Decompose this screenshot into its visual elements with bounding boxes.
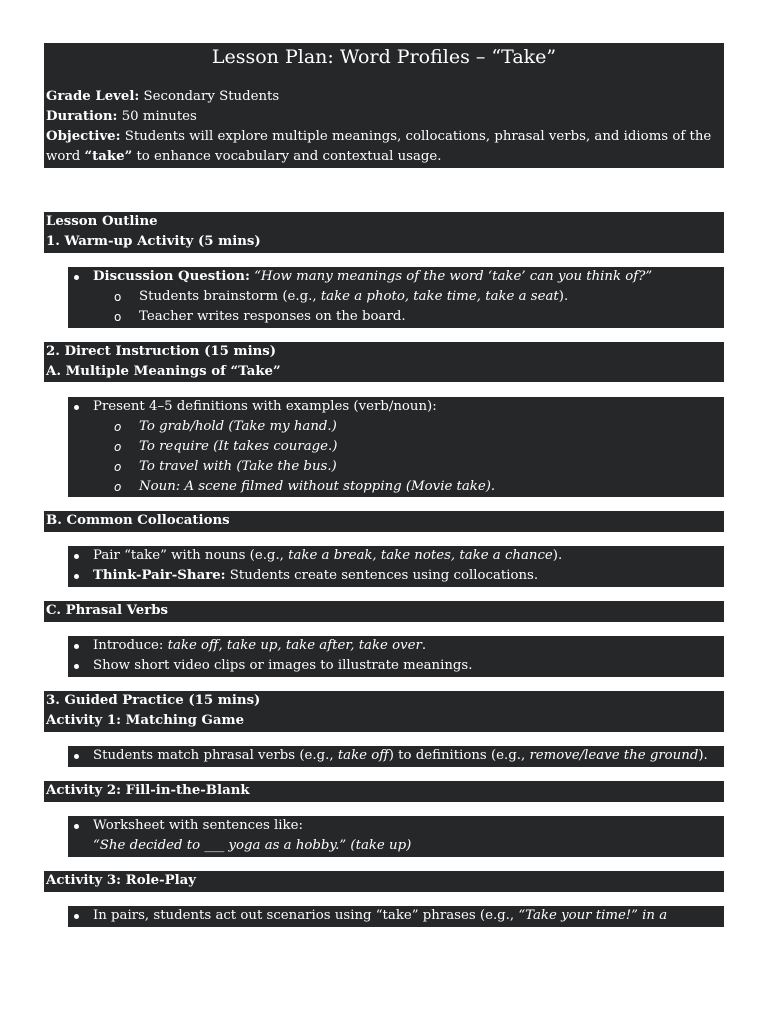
- colloc-b1-italic: take a break, take notes, take a chance: [288, 548, 553, 563]
- warmup-q-label: Discussion Question:: [93, 269, 250, 284]
- list-item: Show short video clips or images to illustrate meanings.: [68, 656, 724, 676]
- warmup-sub1-post: ).: [558, 289, 569, 304]
- list-item: [68, 746, 724, 766]
- sub-list-item: o Teacher writes responses on the board.: [68, 307, 724, 327]
- objective-line2: [46, 147, 722, 167]
- objective-line2-post: to enhance vocabulary and contextual usage.: [132, 149, 442, 164]
- activity3-b1-pre: In pairs, students act out scenarios using “take” phrases (e.g.,: [93, 908, 519, 923]
- phrasal-b1-pre: Introduce:: [93, 638, 168, 653]
- objective-line2-bold: “take”: [84, 149, 133, 164]
- guided-heading: 3. Guided Practice (15 mins): [46, 693, 261, 708]
- grade-value: Secondary Students: [139, 89, 280, 104]
- list-item: Present 4–5 definitions with examples (verb/noun):: [68, 397, 724, 417]
- sub-list-item: o To require (It takes courage.): [68, 437, 724, 457]
- list-item-continuation: “She decided to ___ yoga as a hobby.” (take up): [93, 838, 412, 853]
- list-item: [68, 566, 724, 586]
- colloc-b1-post: ).: [552, 548, 563, 563]
- activity2-header: [44, 781, 724, 802]
- guided-b1-italic1: take off: [337, 748, 389, 763]
- phrasal-heading: C. Phrasal Verbs: [46, 603, 169, 618]
- objective-line2-pre: word: [46, 149, 85, 164]
- activity3-b1-italic: “Take your time!” in a restaurant: [93, 908, 668, 943]
- page-title: Lesson Plan: Word Profiles – “Take”: [211, 46, 557, 68]
- warmup-sub1-italic: take a photo, take time, take a seat: [320, 289, 559, 304]
- list-item: [68, 546, 724, 566]
- warmup-sub1-pre: Students brainstorm (e.g.,: [139, 289, 321, 304]
- list-item: Worksheet with sentences like:: [68, 816, 724, 836]
- warmup-heading: 1. Warm-up Activity (5 mins): [46, 234, 261, 249]
- activity1-heading: Activity 1: Matching Game: [46, 713, 245, 728]
- title-block: [44, 43, 724, 168]
- warmup-list: [68, 267, 724, 328]
- colloc-b2-text: Students create sentences using collocations.: [225, 568, 539, 583]
- objective-label: Objective:: [46, 129, 121, 144]
- objective-value: Students will explore multiple meanings, collocations, phrasal verbs, and idioms of the: [120, 129, 712, 144]
- duration: [46, 107, 722, 127]
- objective: [46, 127, 722, 147]
- guided-b1-italic2: remove/leave the ground: [529, 748, 699, 763]
- duration-value: 50 minutes: [117, 109, 197, 124]
- meanings-list: [68, 397, 724, 497]
- activity3-b1-post: ).: [164, 928, 174, 943]
- duration-label: Duration:: [46, 109, 118, 124]
- sub-list-item: o To travel with (Take the bus.): [68, 457, 724, 477]
- sub-list-item: [68, 287, 724, 307]
- outline-header: [44, 212, 724, 253]
- list-item: [68, 906, 724, 946]
- grade-label: Grade Level:: [46, 89, 140, 104]
- phrasal-b1-italic: take off, take up, take after, take over: [167, 638, 422, 653]
- activity2-heading: Activity 2: Fill-in-the-Blank: [46, 783, 250, 798]
- warmup-q-text: “How many meanings of the word ‘take’ can you think of?”: [249, 269, 653, 284]
- phrasal-list: [68, 636, 724, 677]
- list-item: [68, 636, 724, 656]
- guided-b1-mid: ) to definitions (e.g.,: [388, 748, 530, 763]
- outline-heading: Lesson Outline: [46, 214, 158, 229]
- phrasal-header: [44, 601, 724, 622]
- collocations-header: [44, 511, 724, 532]
- activity3-list: [68, 906, 724, 943]
- guided-b1-post: ).: [698, 748, 708, 763]
- direct-header: [44, 342, 724, 382]
- collocations-heading: B. Common Collocations: [46, 513, 230, 528]
- sub-list-item: o To grab/hold (Take my hand.): [68, 417, 724, 437]
- list-item: [68, 267, 724, 287]
- guided-header: [44, 691, 724, 732]
- meanings-heading: A. Multiple Meanings of “Take”: [46, 364, 281, 379]
- direct-heading: 2. Direct Instruction (15 mins): [46, 344, 277, 359]
- grade-level: [46, 87, 722, 107]
- activity2-list: [68, 816, 724, 857]
- phrasal-b1-post: .: [421, 638, 427, 653]
- sub-list-item: o Noun: A scene filmed without stopping (Movie take).: [68, 477, 724, 497]
- colloc-b1-pre: Pair “take” with nouns (e.g.,: [93, 548, 289, 563]
- activity3-heading: Activity 3: Role-Play: [46, 873, 197, 888]
- lesson-meta: [44, 87, 724, 167]
- collocations-list: [68, 546, 724, 587]
- activity1-list: [68, 746, 724, 767]
- guided-b1-pre: Students match phrasal verbs (e.g.,: [93, 748, 338, 763]
- colloc-b2-label: Think-Pair-Share:: [93, 568, 226, 583]
- activity3-header: [44, 871, 724, 892]
